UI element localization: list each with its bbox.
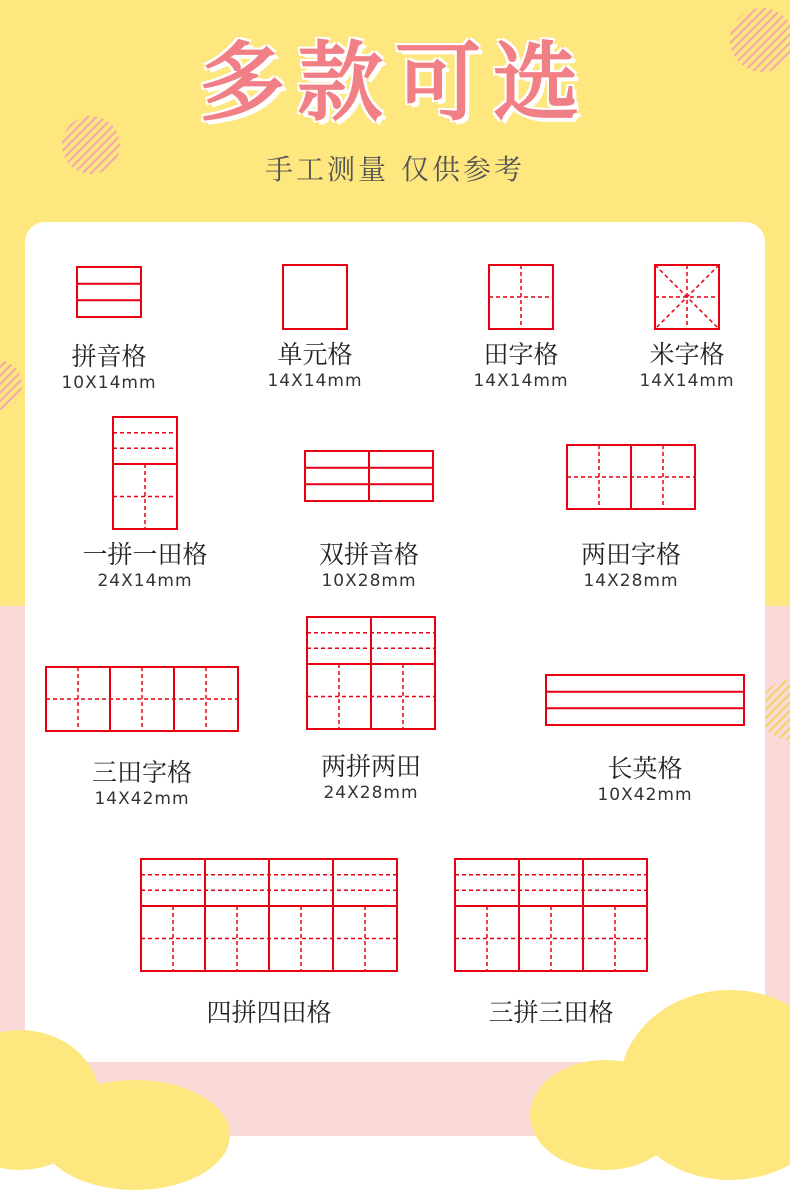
decorative-cloud [530,1060,680,1170]
double-pinyin-grid-icon [304,450,434,502]
format-label: 一拼一田格 [82,540,208,569]
format-size: 24X14mm [97,571,193,591]
long-english-grid-icon [545,674,745,726]
format-size: 10X14mm [61,373,157,393]
format-label: 两田字格 [580,540,681,569]
format-item-sipin-sitian [138,858,400,1028]
format-label: 两拼两田 [320,752,421,781]
format-label: 长英格 [607,754,683,783]
format-item-chang-ying [540,674,750,806]
format-item-shuang-pinyin [284,450,454,592]
format-size: 14X28mm [583,571,679,591]
format-label: 双拼音格 [318,540,419,569]
format-label: 拼音格 [71,342,147,371]
tian-grid-icon [488,264,554,330]
format-label: 米字格 [649,340,725,369]
format-label: 三拼三田格 [488,998,614,1027]
format-size: 14X14mm [473,371,569,391]
format-size: 24X28mm [323,783,419,803]
double-tian-grid-icon [566,444,696,510]
triple-tian-grid-icon [45,666,239,732]
triple-pinyin-tian-grid-icon [454,858,648,972]
mi-grid-icon [654,264,720,330]
format-item-danyuan [250,264,380,392]
format-item-tianzi [456,264,586,392]
format-label: 田字格 [483,340,559,369]
double-pinyin-tian-grid-icon [306,616,436,730]
format-size: 14X42mm [94,789,190,809]
format-item-yipin-yitian [62,416,228,592]
format-item-liang-tianzi [546,444,716,592]
pinyin-grid-icon [76,266,142,318]
quad-pinyin-tian-grid-icon [140,858,398,972]
format-size: 14X14mm [639,371,735,391]
format-label: 单元格 [277,340,353,369]
format-item-liangpin-liangtian [286,616,456,804]
format-item-sanpin-santian [452,858,650,1028]
format-size: 14X14mm [267,371,363,391]
page-subtitle: 手工测量 仅供参考 [265,153,525,186]
format-item-san-tianzi [42,666,242,810]
pinyin-tian-grid-icon [112,416,178,530]
format-size: 10X42mm [597,785,693,805]
format-item-pinyin [44,266,174,394]
format-size: 10X28mm [321,571,417,591]
page-title: 多款可选 [199,33,591,133]
single-cell-grid-icon [282,264,348,330]
format-item-mizi [622,264,752,392]
decorative-cloud [40,1080,230,1190]
format-label: 三田字格 [91,758,192,787]
format-label: 四拼四田格 [206,998,332,1027]
